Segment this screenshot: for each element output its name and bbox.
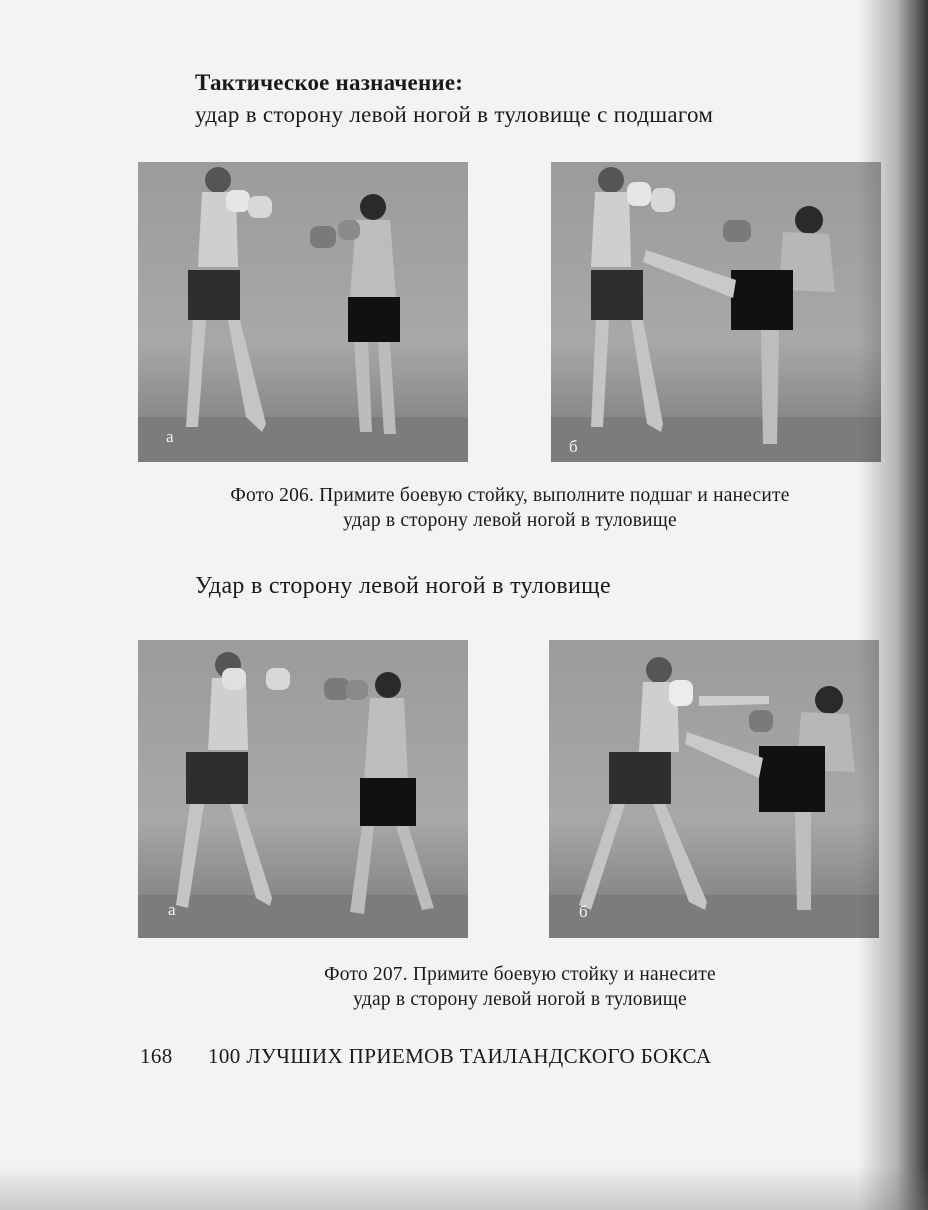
fighters-kick-illustration	[551, 162, 881, 462]
tactics-title: Тактическое назначение:	[195, 70, 464, 95]
photo-207b	[549, 640, 879, 938]
photo-207a	[138, 640, 468, 938]
photo-206a-label: а	[166, 427, 174, 446]
book-title: 100 ЛУЧШИХ ПРИЕМОВ ТАИЛАНДСКОГО БОКСА	[208, 1044, 712, 1068]
photo-207-caption-line2: удар в сторону левой ногой в туловище	[353, 989, 687, 1010]
photo-206-caption-line1: Фото 206. Примите боевую стойку, выполните подшаг и нанесите	[230, 485, 790, 506]
page-edge-shadow	[858, 0, 928, 1210]
fighters-stance-illustration	[138, 162, 468, 462]
photo-207a-label: а	[168, 900, 176, 919]
photo-206b	[551, 162, 881, 462]
section-title: Удар в сторону левой ногой в туловище	[195, 573, 611, 599]
fighters-kick-illustration	[549, 640, 879, 938]
photo-206b-label: б	[569, 437, 578, 456]
page-number: 168	[140, 1044, 173, 1068]
photo-207-caption-line1: Фото 207. Примите боевую стойку и нанесите	[324, 964, 716, 985]
photo-206-caption-line2: удар в сторону левой ногой в туловище	[343, 510, 677, 531]
page-bottom-shadow	[0, 1165, 928, 1210]
photo-207b-label: б	[579, 902, 588, 921]
fighters-stance-illustration	[138, 640, 468, 938]
tactics-subtitle: удар в сторону левой ногой в туловище с подшагом	[195, 102, 714, 127]
photo-206a	[138, 162, 468, 462]
